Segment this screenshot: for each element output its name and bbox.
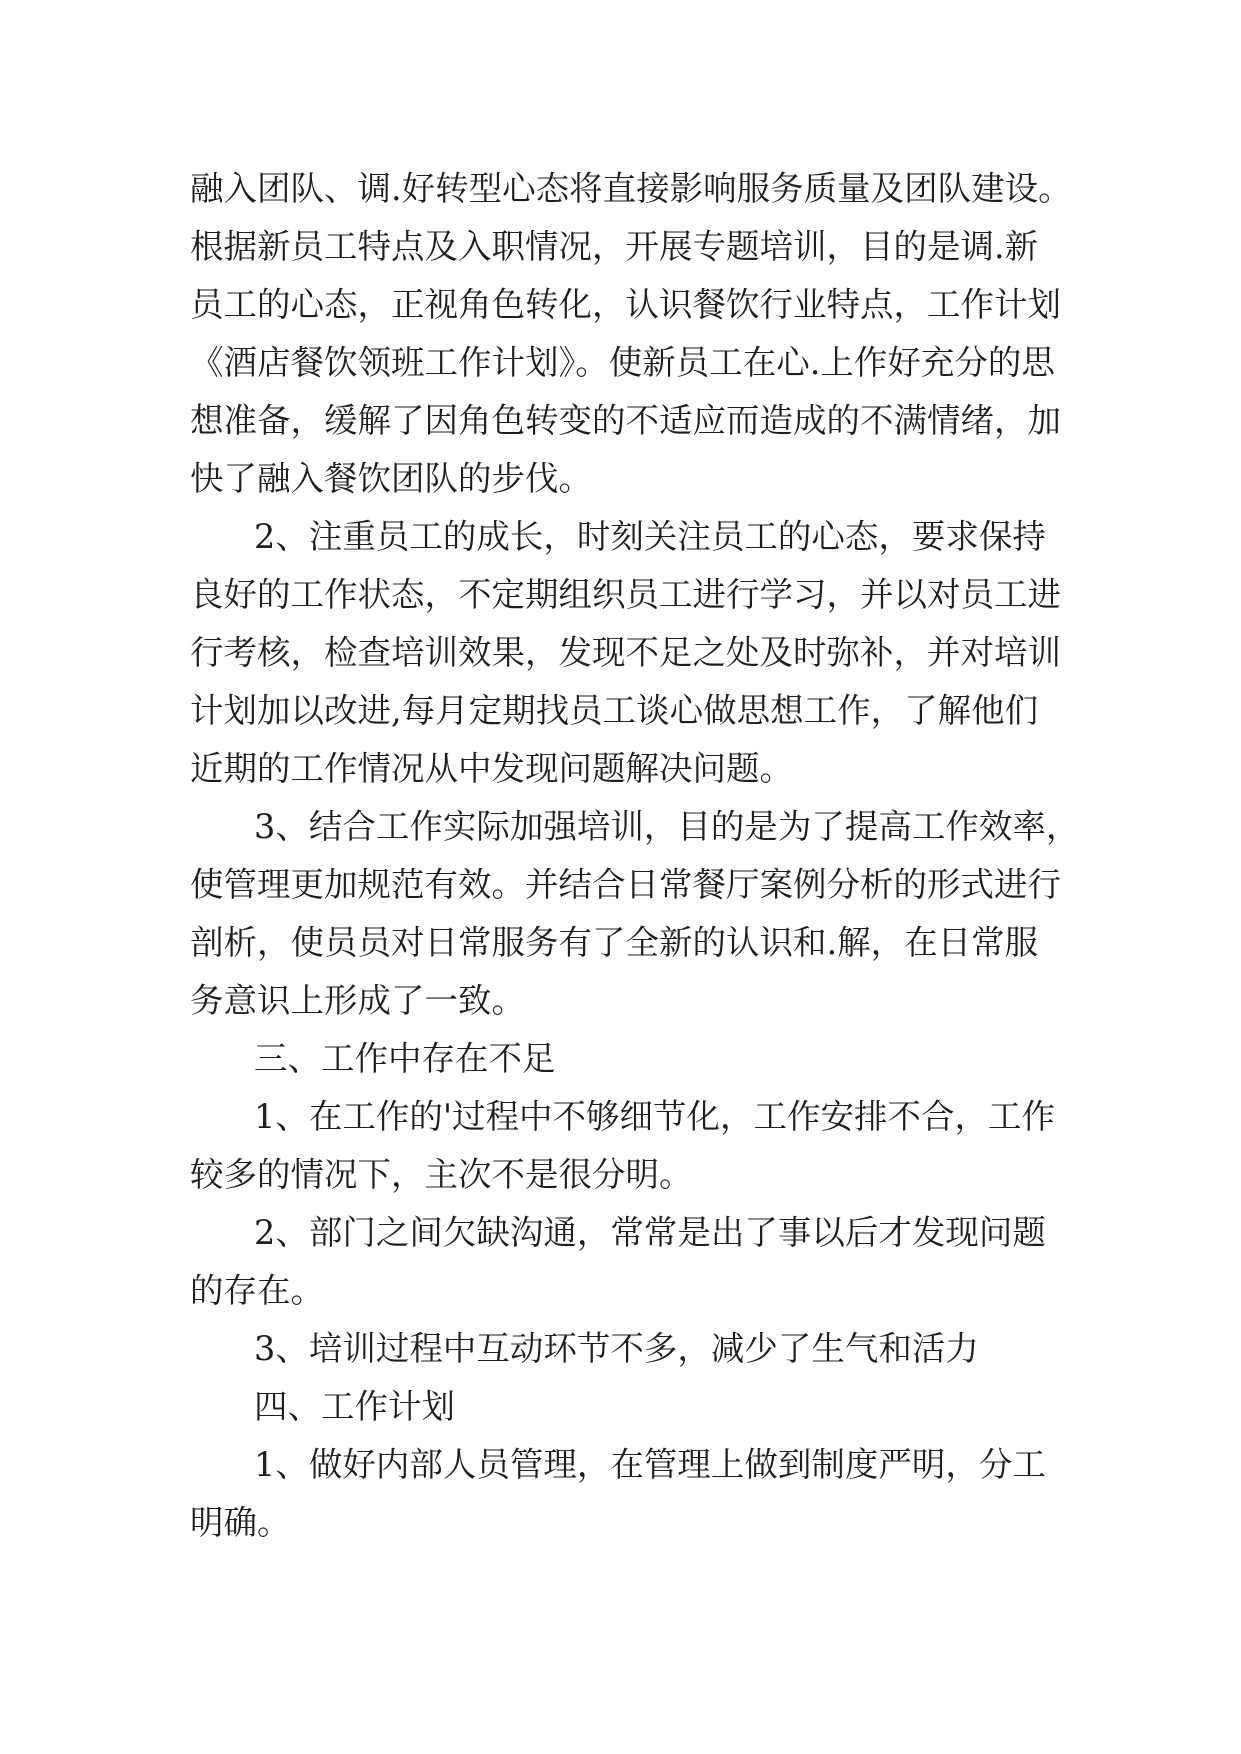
text-line: 融入团队、调.好转型心态将直接影响服务质量及团队建设。: [190, 169, 1072, 208]
paragraph-start-line: 3、培训过程中互动环节不多，减少了生气和活力: [254, 1329, 979, 1368]
text-line: 员工的心态，正视角色转化，认识餐饮行业特点，工作计划: [190, 285, 1061, 324]
paragraph-start-line: 2、注重员工的成长，时刻关注员工的心态，要求保持: [254, 517, 1046, 556]
text-line: 的存在。: [190, 1271, 324, 1310]
paragraph-start-line: 1、做好内部人员管理，在管理上做到制度严明，分工: [254, 1445, 1046, 1484]
text-line: 明确。: [190, 1503, 291, 1542]
text-line: 良好的工作状态，不定期组织员工进行学习，并以对员工进: [190, 575, 1061, 614]
text-line: 剖析，使员员对日常服务有了全新的认识和.解，在日常服: [190, 923, 1039, 962]
text-line: 行考核，检查培训效果，发现不足之处及时弥补，并对培训: [190, 633, 1061, 672]
paragraph-start-line: 2、部门之间欠缺沟通，常常是出了事以后才发现问题: [254, 1213, 1046, 1252]
document-body: [190, 160, 1080, 1552]
text-line: 《酒店餐饮领班工作计划》。使新员工在心.上作好充分的思: [190, 343, 1055, 382]
section-heading: 三、工作中存在不足: [254, 1039, 556, 1078]
text-line: 近期的工作情况从中发现问题解决问题。: [190, 749, 793, 788]
paragraph-start-line: 3、结合工作实际加强培训，目的是为了提高工作效率，: [254, 807, 1080, 846]
section-heading: 四、工作计划: [254, 1387, 455, 1426]
text-line: 计划加以改进,每月定期找员工谈心做思想工作，了解他们: [190, 691, 1039, 730]
paragraph-start-line: 1、在工作的'过程中不够细节化，工作安排不合，工作: [254, 1097, 1056, 1136]
text-line: 较多的情况下，主次不是很分明。: [190, 1155, 693, 1194]
text-line: 使管理更加规范有效。并结合日常餐厅案例分析的形式进行: [190, 865, 1061, 904]
text-line: 想准备，缓解了因角色转变的不适应而造成的不满情绪，加: [190, 401, 1061, 440]
text-line: 快了融入餐饮团队的步伐。: [190, 459, 592, 498]
text-line: 根据新员工特点及入职情况，开展专题培训，目的是调.新: [190, 227, 1039, 266]
text-line: 务意识上形成了一致。: [190, 981, 525, 1020]
